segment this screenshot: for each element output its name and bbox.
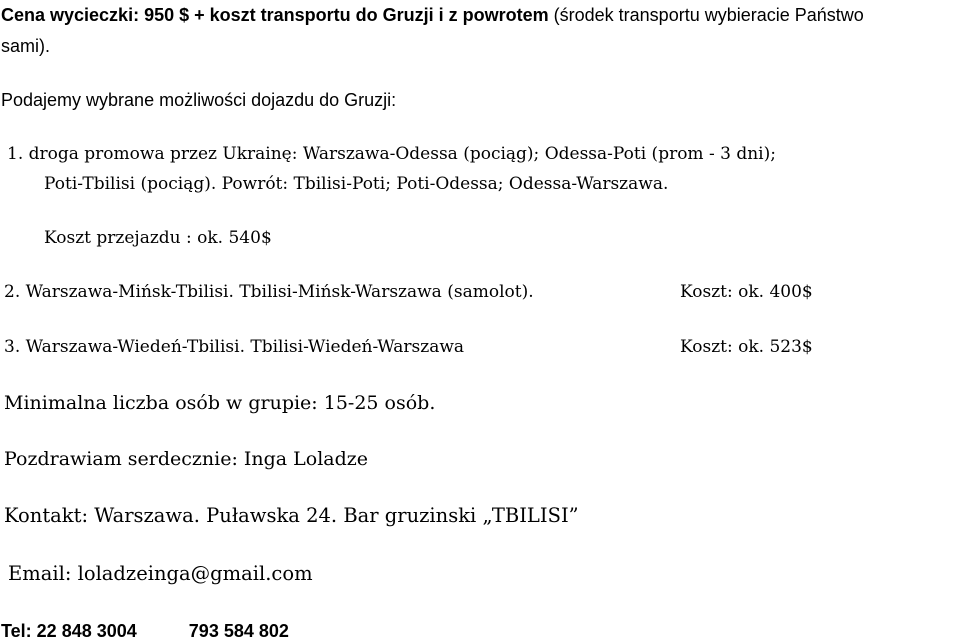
route-3-cost: Koszt: ok. 523$ — [680, 337, 813, 357]
contact-address: Kontakt: Warszawa. Puławska 24. Bar gruzinski „TBILISI” — [4, 504, 579, 527]
contact-phone: Tel: 22 848 3004 — [1, 621, 137, 641]
greeting-signature: Pozdrawiam serdecznie: Inga Loladze — [4, 448, 369, 470]
route-1-cost: Koszt przejazdu : ok. 540$ — [44, 228, 272, 248]
route-2: 2. Warszawa-Mińsk-Tbilisi. Tbilisi-Mińsk-Warszawa (samolot). — [4, 282, 534, 302]
route-1-line-2: Poti-Tbilisi (pociąg). Powrót: Tbilisi-Poti; Poti-Odessa; Odessa-Warszawa. — [44, 174, 669, 194]
contact-mobile: 793 584 802 — [188, 621, 289, 641]
route-2-cost: Koszt: ok. 400$ — [680, 282, 813, 302]
route-3: 3. Warszawa-Wiedeń-Tbilisi. Tbilisi-Wiedeń-Warszawa — [4, 337, 465, 357]
contact-phone-line — [1, 622, 289, 640]
price-note: (środek transportu wybieracie Państwo — [548, 5, 864, 25]
price-line — [1, 6, 864, 24]
price-label: Cena wycieczki: 950 $ + koszt transportu do Gruzji i z powrotem — [1, 5, 549, 25]
route-1-line-1: 1. droga promowa przez Ukrainę: Warszawa-Odessa (pociąg); Odessa-Poti (prom - 3 dni); — [7, 144, 776, 164]
contact-email: Email: loladzeinga@gmail.com — [8, 562, 313, 585]
minimum-group-size: Minimalna liczba osób w grupie: 15-25 osób. — [4, 392, 436, 414]
price-note-continued: sami). — [1, 36, 50, 56]
transport-options-intro: Podajemy wybrane możliwości dojazdu do Gruzji: — [1, 90, 397, 110]
